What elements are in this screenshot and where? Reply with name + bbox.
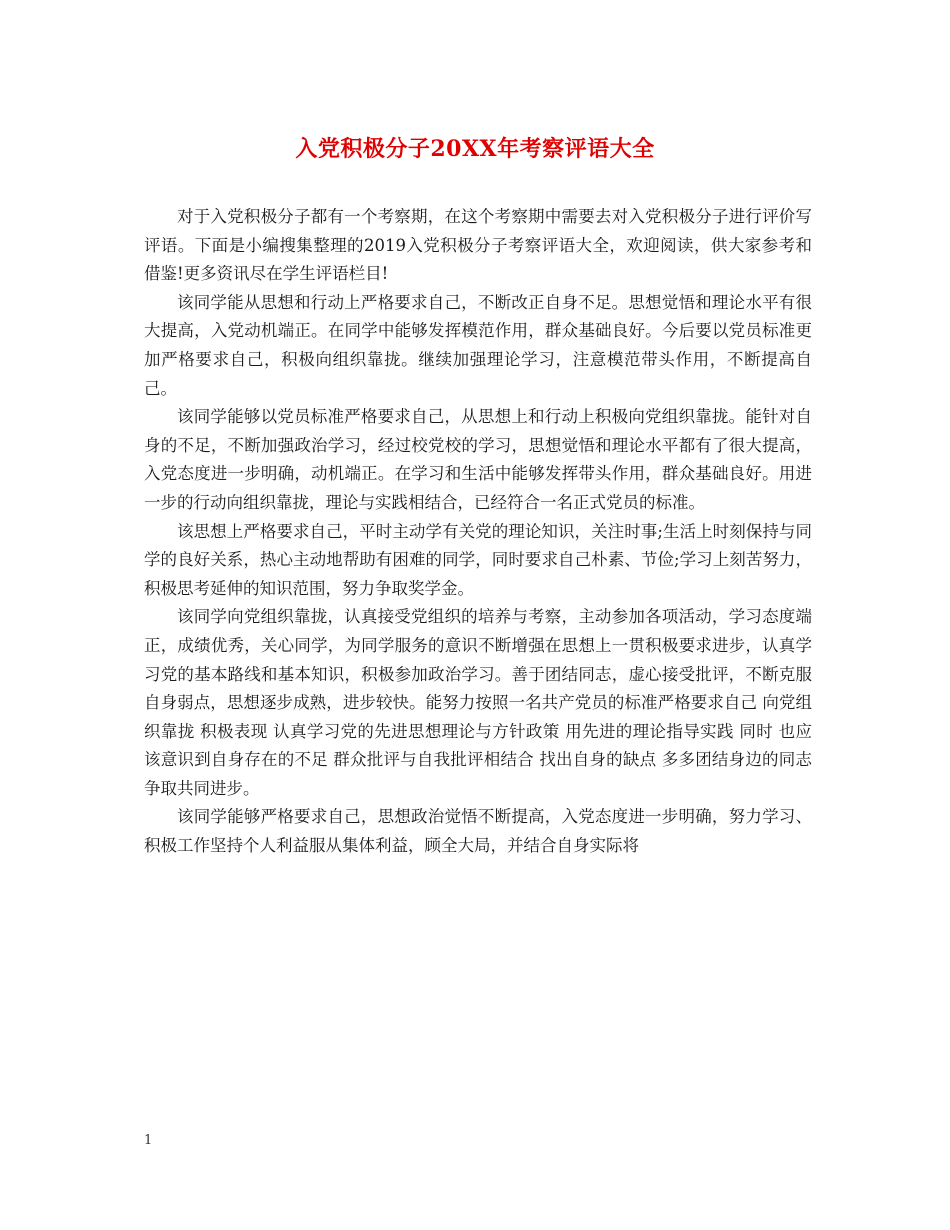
paragraph-comment-4: 该同学向党组织靠拢，认真接受党组织的培养与考察，主动参加各项活动，学习态度端正，成绩优秀，关心同学，为同学服务的意识不断增强在思想上一贯积极要求进步，认真学习党的基本路线和基本知识，积极参加政治学习。善于团结同志，虚心接受批评，不断克服自身弱点，思想逐步成熟，进步较快。能努力按照一名共产党员的标准严格要求自己 向党组织靠拢 积极表现 认真学习党的先进思想理论与方针政策 用先进的理论指导实践 同时 也应该意识到自身存在的不足 群众批评与自我批评相结合 找出自身的缺点 多多团结身边的同志 争取共同进步。 bbox=[144, 607, 812, 798]
paragraph-comment-1: 该同学能从思想和行动上严格要求自己，不断改正自身不足。思想觉悟和理论水平有很大提高，入党动机端正。在同学中能够发挥模范作用，群众基础良好。今后要以党员标准更加严格要求自己，积极向组织靠拢。继续加强理论学习，注意模范带头作用，不断提高自己。 bbox=[144, 292, 812, 398]
paragraph-comment-2: 该同学能够以党员标准严格要求自己，从思想上和行动上积极向党组织靠拢。能针对自身的不足，不断加强政治学习，经过校党校的学习，思想觉悟和理论水平都有了很大提高，入党态度进一步明确，动机端正。在学习和生活中能够发挥带头作用，群众基础良好。用进一步的行动向组织靠拢，理论与实践相结合，已经符合一名正式党员的标准。 bbox=[144, 407, 812, 512]
document-body bbox=[144, 203, 812, 861]
page-number: 1 bbox=[144, 1133, 153, 1148]
document-title: 入党积极分子20XX年考察评语大全 bbox=[295, 136, 655, 162]
paragraph-comment-3: 该思想上严格要求自己，平时主动学有关党的理论知识，关注时事;生活上时刻保持与同学的良好关系，热心主动地帮助有困难的同学，同时要求自己朴素、节俭;学习上刻苦努力，积极思考延伸的知识范围，努力争取奖学金。 bbox=[144, 521, 812, 598]
paragraph-intro: 对于入党积极分子都有一个考察期，在这个考察期中需要去对入党积极分子进行评价写评语。下面是小编搜集整理的2019入党积极分子考察评语大全，欢迎阅读，供大家参考和借鉴!更多资讯尽在学生评语栏目! bbox=[144, 207, 812, 284]
paragraph-comment-5: 该同学能够严格要求自己，思想政治觉悟不断提高，入党态度进一步明确，努力学习、积极工作坚持个人利益服从集体利益，顾全大局，并结合自身实际将 bbox=[144, 807, 812, 856]
